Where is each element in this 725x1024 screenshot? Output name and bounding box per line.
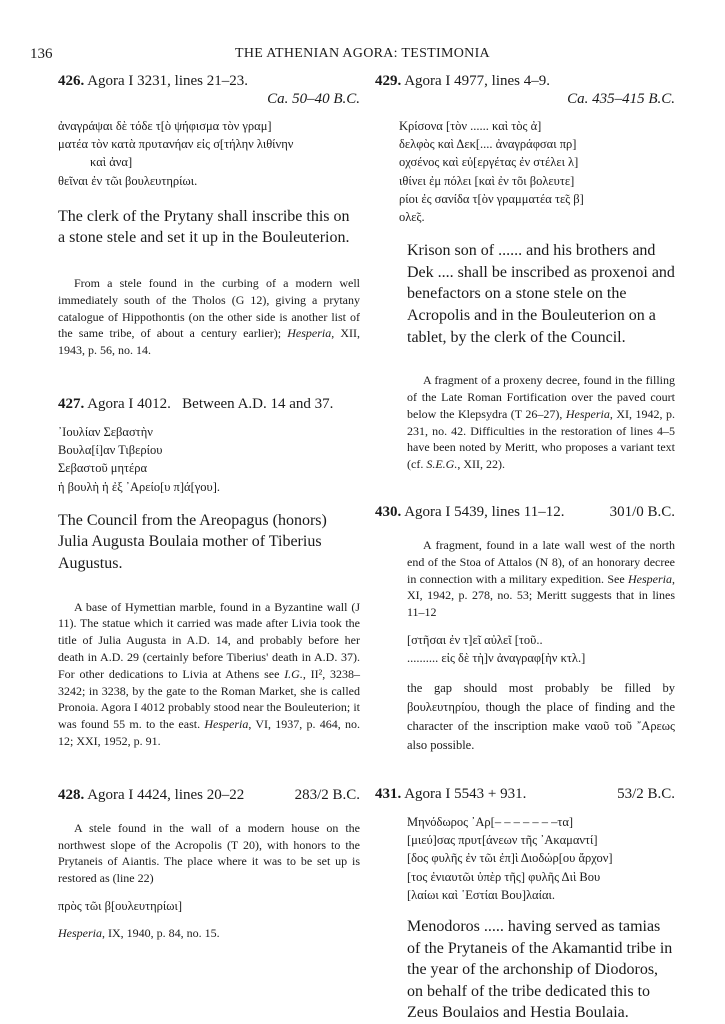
translation: Menodoros ..... having served as tamias of the Prytaneis of the Akamantid tribe in the year of the archonship of Diodoros, on behalf of the tribe dedicated this to Zeus Boulaios and Hestia Boulaia. xyxy=(407,917,673,1022)
greek-text xyxy=(407,813,675,904)
entry-number: 431. xyxy=(375,785,402,802)
entry-date: Ca. 435–415 B.C. xyxy=(567,91,675,107)
commentary: A base of Hymettian marble, found in a Byzantine wall (J 11). The statue which it carried was made after Livia took the title of Julia Augusta in A.D. 14, and probably before her death in A.D. 29 (certainly before Tiberius' death in A.D. 37). For other dedications to Livia at Athens see I.G., II², 3238–3242; in 3238, by the gate to the Roman Market, she is called Pronoia. Agora I 4012 probably stood near the Bouleuterion; it was found 55 m. to the east. Hesperia, VI, 1937, p. 464, no. 12; XXI, 1952, p. 91. xyxy=(58,599,361,748)
page-number: 136 xyxy=(30,46,53,62)
translation: Krison son of ...... and his brothers and Dek .... shall be inscribed as proxenoi and benefactors on a stone stele on the Acropolis and in the Bouleuterion on a tablet, by the clerk of the Council. xyxy=(407,242,675,346)
entry-date: 53/2 B.C. xyxy=(617,785,675,802)
entry-number: 427. xyxy=(58,395,85,412)
commentary: A fragment of a proxeny decree, found in the filling of the Late Roman Fortification over the paved court below the Klepsydra (T 26–27), Hesperia, XI, 1942, p. 231, no. 42. Difficulties in the restoration of lines 4–5 have been noted by Meritt, who proposes a variant text (cf. S.E.G., XII, 22). xyxy=(407,373,675,472)
greek-line: [στῆσαι ἐν τ]εῖ αὐλεῖ [τοῦ.. xyxy=(407,632,543,647)
entry-427 xyxy=(58,395,360,750)
greek-line: [τος ἐνιαυτῶι ὑπὲρ τῆς] φυλῆς Διὶ Βου xyxy=(407,869,601,884)
greek-line: πρὸς τῶι β[ουλευτηρίωι] xyxy=(58,898,182,913)
greek-line: Σεβαστοῦ μητέρα xyxy=(58,461,148,476)
greek-line: Βουλα[ί]αν Τιβερίου xyxy=(58,443,163,458)
entry-reference: Agora I 4424, lines 20–22 xyxy=(87,786,245,803)
entry-431 xyxy=(375,785,675,1024)
commentary-continued: the gap should most probably be filled by βουλευτηρίου, though the place of finding and the character of the inscription make ναοῦ τοῦ ῎Αρεως also possible. xyxy=(407,680,675,752)
greek-line: καὶ ἀνα] xyxy=(90,155,133,170)
greek-line: ιθίνει ἐμ πόλει [καὶ ἐν τõι βολευτε] xyxy=(399,173,575,188)
entry-head xyxy=(375,503,675,521)
greek-text xyxy=(407,631,675,667)
greek-line: [λαίωι καὶ ῾Εστίαι Βου]λαίαι. xyxy=(407,887,555,902)
greek-line: ἀναγράψαι δὲ τόδε τ[ὸ ψήφισμα τὸν γραμ] xyxy=(58,119,272,133)
entry-date: 283/2 B.C. xyxy=(294,786,360,803)
entry-428 xyxy=(58,786,360,942)
entry-number: 429. xyxy=(375,73,402,89)
bibliography: Hesperia, IX, 1940, p. 84, no. 15. xyxy=(58,925,220,940)
greek-line: Κρίσονα [τὸν ...... καὶ τὸς ἀ] xyxy=(399,119,542,133)
greek-line: ολε̃ς. xyxy=(399,210,425,225)
greek-line: Μηνόδωρος ᾿Αρ[– – – – – – –τα] xyxy=(407,814,574,829)
translation: The clerk of the Prytany shall inscribe this on a stone stele and set it up in the Bouleuterion. xyxy=(58,207,350,247)
translation: The Council from the Areopagus (honors) Julia Augusta Boulaia mother of Tiberius Augustus. xyxy=(58,511,327,572)
entry-date: Ca. 50–40 B.C. xyxy=(267,91,360,107)
entry-reference: Agora I 3231, lines 21–23. xyxy=(87,73,248,89)
greek-text xyxy=(58,117,360,190)
entry-date: 301/0 B.C. xyxy=(609,503,675,520)
commentary: A stele found in the wall of a modern house on the northwest slope of the Acropolis (T 20), with honors to the Prytaneis of Aiantis. The place where it was to be set up is restored as (line 22) xyxy=(58,820,360,886)
entry-reference: Agora I 4012. Between A.D. 14 and 37. xyxy=(87,395,334,412)
left-column xyxy=(58,72,360,942)
entry-head xyxy=(58,395,360,413)
greek-line: [μιεύ]σας πρυτ[άνεων τῆς ᾿Ακαμαντί] xyxy=(407,833,598,848)
greek-line: οχσένος καὶ εὐ[εργέτας ἐν στέλει λ] xyxy=(399,155,579,170)
entry-head xyxy=(375,72,675,90)
greek-text xyxy=(58,897,360,915)
greek-line: δελφὸς καὶ Δεκ[.... ἀναγράφσαι πρ] xyxy=(399,137,577,152)
entry-reference: Agora I 4977, lines 4–9. xyxy=(404,73,550,89)
entry-number: 426. xyxy=(58,73,85,89)
greek-line: [δος φυλῆς ἐν τῶι ἐπ]ὶ Διοδώρ[ου ἄρχον] xyxy=(407,851,613,866)
entry-reference: Agora I 5439, lines 11–12. xyxy=(404,503,565,520)
greek-text xyxy=(58,423,360,496)
greek-line: .......... εἰς δὲ τὴ]ν ἀναγραφ[ὴν κτλ.] xyxy=(407,650,586,665)
entry-reference: Agora I 5543 + 931. xyxy=(404,785,527,802)
greek-line: ἡ βουλὴ ἡ ἐξ ᾿Αρείο[υ π]ά[γου]. xyxy=(58,479,220,494)
entry-head xyxy=(375,785,675,803)
greek-line: θεῖναι ἐν τῶι βουλευτηρίωι. xyxy=(58,173,198,188)
entry-426 xyxy=(58,72,360,359)
greek-line: ᾿Ιουλίαν Σεβαστὴν xyxy=(58,424,153,439)
entry-number: 428. xyxy=(58,786,85,803)
commentary: A fragment, found in a late wall west of the north end of the Stoa of Attalos (N 8), of an honorary decree in connection with a military expedition. See Hesperia, XI, 1942, p. 278, no. 53; Meritt suggests that in lines 11–12 xyxy=(407,537,675,620)
entry-number: 430. xyxy=(375,503,402,520)
entry-head xyxy=(58,786,360,804)
entry-430 xyxy=(375,503,675,755)
greek-line: ρίοι ἐς σανίδα τ[ὸν γραμματέα τε̃ς β] xyxy=(399,191,584,206)
entry-429 xyxy=(375,72,675,473)
greek-line: ματέα τὸν κατὰ πρυτανήαν εἰς σ[τήλην λιθίνην xyxy=(58,137,294,152)
running-head: THE ATHENIAN AGORA: TESTIMONIA xyxy=(235,46,490,61)
commentary: From a stele found in the curbing of a modern well immediately south of the Tholos (G 12), giving a prytany catalogue of Hippothontis (on the other side is another list of the same tribe, of about a century earlier); Hesperia, XII, 1943, p. 56, no. 14. xyxy=(58,276,360,358)
entry-head xyxy=(58,72,360,90)
greek-text xyxy=(399,117,675,226)
right-column xyxy=(375,72,675,1024)
